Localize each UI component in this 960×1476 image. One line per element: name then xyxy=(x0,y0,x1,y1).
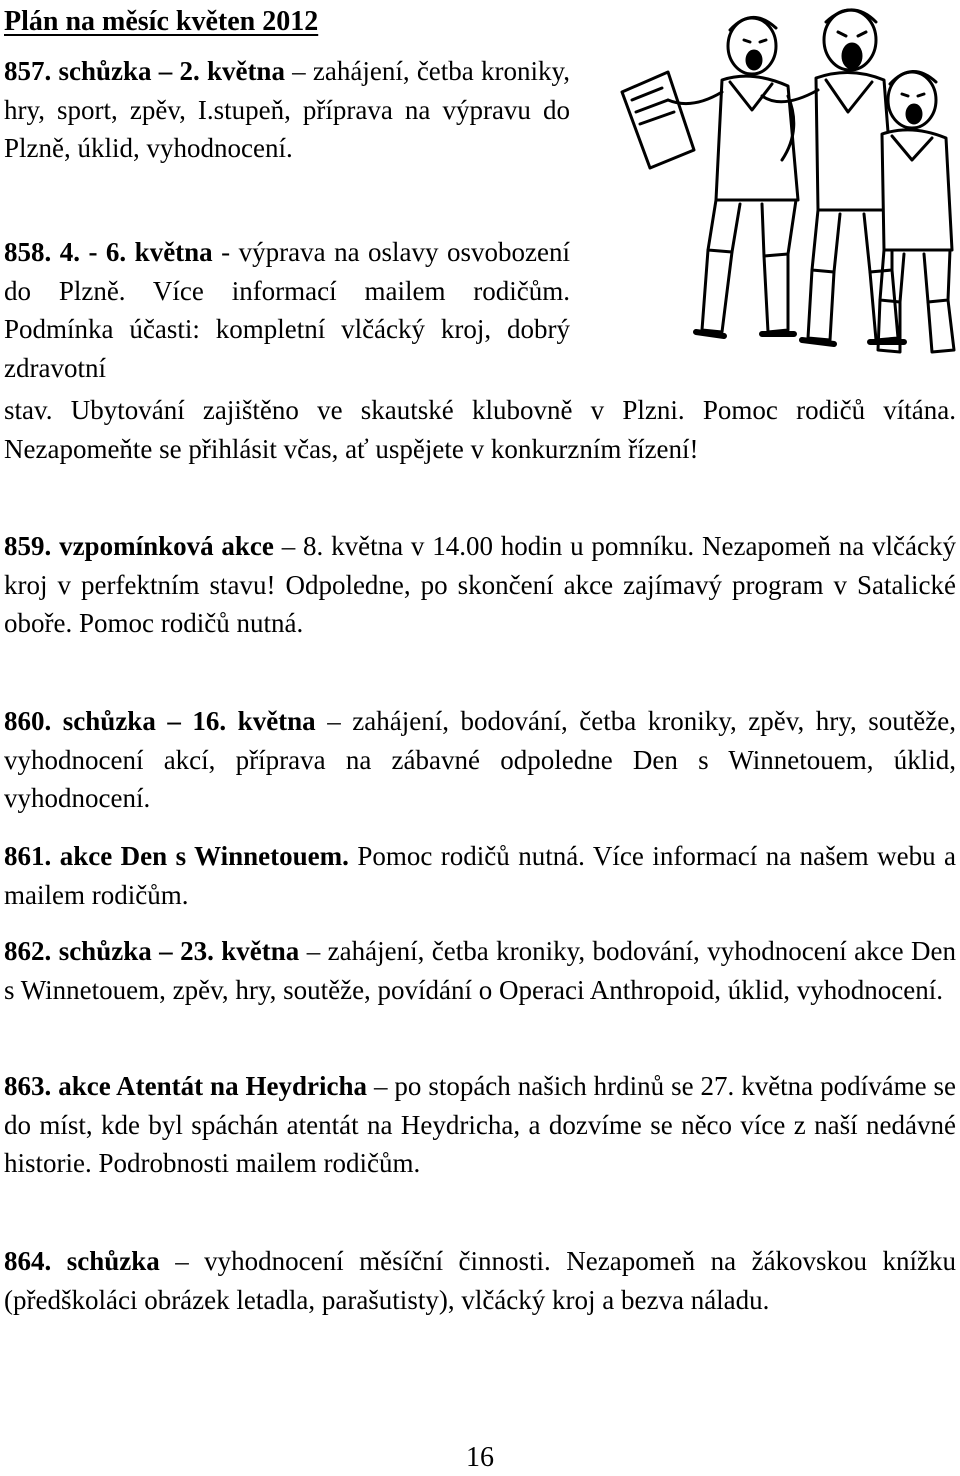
entry-858-date: 4. - 6. xyxy=(51,237,135,267)
entry-861-text: Pomoc rodičů nutná. Více informací na našem webu a mailem rodičům. xyxy=(4,841,957,910)
page-title: Plán na měsíc květen 2012 xyxy=(4,6,319,37)
entry-857-text: – zahájení, četba kroniky, hry, sport, zpěv, I.stupeň, příprava na výpravu do Plzně, úklid, vyhodnocení. xyxy=(4,56,570,163)
entry-858 xyxy=(4,233,570,387)
entry-863 xyxy=(4,1067,956,1183)
entry-862-heading: schůzka – 23. května xyxy=(58,936,300,966)
entry-859-heading: vzpomínková akce xyxy=(59,531,274,561)
entry-864-heading: schůzka xyxy=(66,1246,160,1276)
entry-862-number: 862. xyxy=(4,936,52,966)
entry-864-text: – vyhodnocení měsíční činnosti. Nezapomeň na žákovskou knížku (předškoláci obrázek letadla, parašutisty), vlčácký kroj a bezva náladu. xyxy=(4,1246,957,1315)
entry-863-number: 863. xyxy=(4,1071,52,1101)
entry-863-text: – po stopách našich hrdinů se 27. května podíváme se do míst, kde byl spáchán atentát na Heydricha, a dozvíme se něco více z naší nedávné historie. Podrobnosti mailem rodičům. xyxy=(4,1071,957,1178)
entry-859 xyxy=(4,527,956,643)
entry-864 xyxy=(4,1242,956,1319)
entry-857-number: 857. xyxy=(4,56,52,86)
entry-860-heading: schůzka – 16. května xyxy=(62,706,316,736)
entry-864-number: 864. xyxy=(4,1246,52,1276)
entry-859-number: 859. xyxy=(4,531,52,561)
singing-boys-illustration xyxy=(612,0,960,360)
entry-863-heading: akce Atentát na Heydricha xyxy=(58,1071,367,1101)
entry-860-text: – zahájení, bodování, četba kroniky, zpěv, hry, soutěže, vyhodnocení akcí, příprava na zábavné odpoledne Den s Winnetouem, úklid, vyhodnocení. xyxy=(4,706,957,813)
entry-861 xyxy=(4,837,956,914)
entry-859-text: – 8. května v 14.00 hodin u pomníku. Nezapomeň na vlčácký kroj v perfektním stavu! Odpoledne, po skončení akce zajímavý program v Satalické oboře. Pomoc rodičů nutná. xyxy=(4,531,956,638)
entry-858-number: 858. xyxy=(4,237,52,267)
entry-861-heading: akce Den s Winnetouem. xyxy=(59,841,349,871)
entry-858-heading: května xyxy=(134,237,213,267)
page-number: 16 xyxy=(466,1442,494,1473)
entry-861-number: 861. xyxy=(4,841,52,871)
entry-858-text-narrow: - výprava na oslavy osvobození do Plzně. Více informací mailem rodičům. Podmínka účasti: kompletní vlčácký kroj, dobrý zdravotní xyxy=(4,237,570,383)
entry-857-heading: schůzka – 2. května xyxy=(58,56,285,86)
entry-860-number: 860. xyxy=(4,706,52,736)
entry-862 xyxy=(4,932,956,1009)
entry-862-text: – zahájení, četba kroniky, bodování, vyhodnocení akce Den s Winnetouem, zpěv, hry, soutěže, povídání o Operaci Anthropoid, úklid, vyhodnocení. xyxy=(4,936,956,1005)
entry-858-text-wide: stav. Ubytování zajištěno ve skautské klubovně v Plzni. Pomoc rodičů vítána. Nezapomeňte se přihlásit včas, ať uspějete v konkurzním řízení! xyxy=(4,395,956,464)
entry-857 xyxy=(4,52,570,168)
entry-860 xyxy=(4,702,956,818)
entry-858-continuation xyxy=(4,391,956,468)
